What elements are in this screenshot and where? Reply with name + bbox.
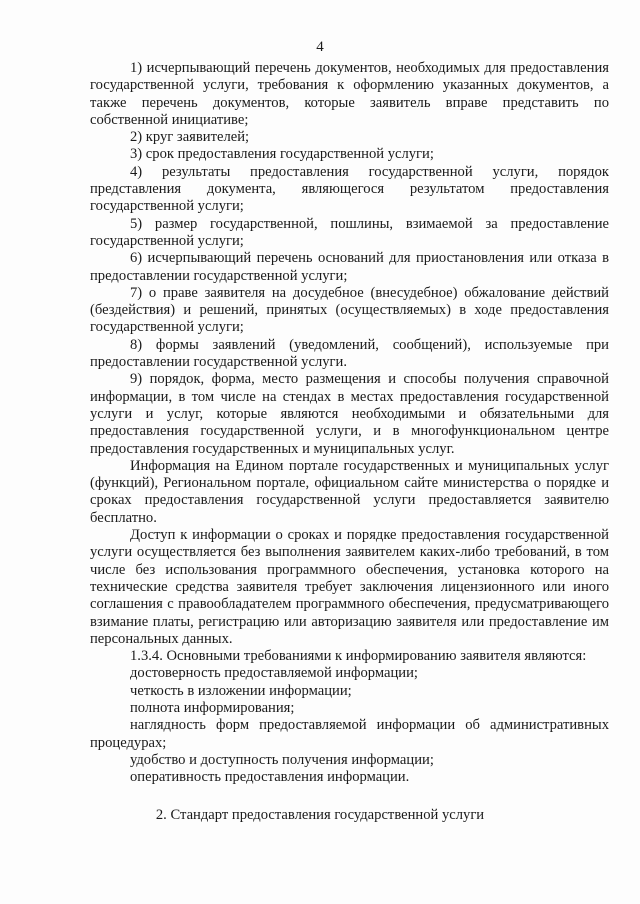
- document-body: [90, 60, 609, 786]
- requirement-convenience: удобство и доступность получения информации;: [130, 751, 434, 768]
- paragraph-item-1: 1) исчерпывающий перечень документов, необходимых для предоставления государственной услуги, требования к оформлению указанных документов, а также перечень документов, которые заявитель вправе представить по собственной инициативе;: [90, 60, 609, 128]
- page-number: 4: [316, 39, 324, 55]
- paragraph-item-9: 9) порядок, форма, место размещения и способы получения справочной информации, в том числе на стендах в местах предоставления государственной услуги и услуг, которые являются необходимыми и обязательными для предоставления государственной услуги, и в многофункциональном центре предоставления государственных и муниципальных услуг.: [90, 371, 609, 457]
- paragraph-access-info: Доступ к информации о сроках и порядке предоставления государственной услуги осуществляется без выполнения заявителем каких-либо требований, в том числе без использования программного обеспечения, установка которого на технические средства заявителя требует заключения лицензионного или иного соглашения с правообладателем программного обеспечения, предусматривающего взимание платы, регистрацию или авторизацию заявителя или предоставление им персональных данных.: [90, 527, 609, 647]
- paragraph-item-6: 6) исчерпывающий перечень оснований для приостановления или отказа в предоставлении государственной услуги;: [90, 250, 609, 284]
- paragraph-item-7: 7) о праве заявителя на досудебное (внесудебное) обжалование действий (бездействия) и решений, принятых (осуществляемых) в ходе предоставления государственной услуги;: [90, 284, 609, 336]
- requirement-promptness: оперативность предоставления информации.: [130, 769, 410, 786]
- requirement-visibility: наглядность форм предоставляемой информации об административных процедурах;: [90, 717, 609, 751]
- requirement-clarity: четкость в изложении информации;: [130, 682, 352, 699]
- paragraph-item-5: 5) размер государственной, пошлины, взимаемой за предоставление государственной услуги;: [90, 215, 609, 249]
- requirement-completeness: полнота информирования;: [130, 699, 295, 716]
- paragraph-item-3: 3) срок предоставления государственной услуги;: [130, 146, 434, 163]
- paragraph-item-2: 2) круг заявителей;: [130, 129, 250, 146]
- paragraph-requirements-intro: 1.3.4. Основными требованиями к информированию заявителя являются:: [130, 648, 587, 665]
- paragraph-portal-info: Информация на Едином портале государственных и муниципальных услуг (функций), Региональном портале, официальном сайте министерства о порядке и сроках предоставления государственной услуги предоставляется заявителю бесплатно.: [90, 457, 609, 526]
- requirement-reliability: достоверность предоставляемой информации;: [130, 665, 418, 682]
- section-heading: 2. Стандарт предоставления государственной услуги: [155, 807, 485, 823]
- paragraph-item-8: 8) формы заявлений (уведомлений, сообщений), используемые при предоставлении государственной услуги.: [90, 336, 609, 371]
- paragraph-item-4: 4) результаты предоставления государственной услуги, порядок представления документа, являющегося результатом предоставления государственной услуги;: [90, 163, 609, 215]
